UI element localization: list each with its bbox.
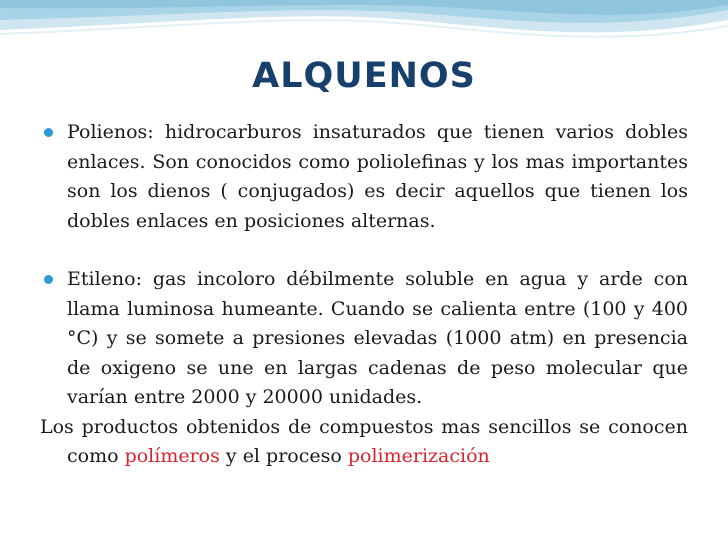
highlight-polimerizacion: polimerización <box>347 445 490 467</box>
highlight-polimeros: polímeros <box>124 445 220 467</box>
slide-title: ALQUENOS <box>252 56 476 96</box>
paragraph-text: Los productos obtenidos de compuestos mas sencillos se conocen como <box>40 415 688 467</box>
paragraph-text: Polienos: hidrocarburos insaturados que tienen varios dobles enlaces. Son conocidos como poliolefinas y los mas importantes son los dienos ( conjugados) es decir aquellos que tienen los dobles enlaces en posiciones alternas. <box>67 121 688 232</box>
slide-body <box>40 118 688 472</box>
paragraph-productos <box>40 413 688 472</box>
bullet-dot-icon <box>44 128 53 137</box>
paragraph-text: Etileno: gas incoloro débilmente soluble en agua y arde con llama luminosa humeante. Cuando se calienta entre (100 y 400 °C) y se somete a presiones elevadas (1000 atm) en presencia de oxigeno se une en largas cadenas de peso molecular que varían entre 2000 y 20000 unidades. <box>67 268 688 408</box>
bullet-paragraph-polienos <box>40 118 688 236</box>
paragraph-text: y el proceso <box>219 445 348 467</box>
bullet-paragraph-etileno <box>40 265 688 413</box>
bullet-dot-icon <box>44 275 53 284</box>
